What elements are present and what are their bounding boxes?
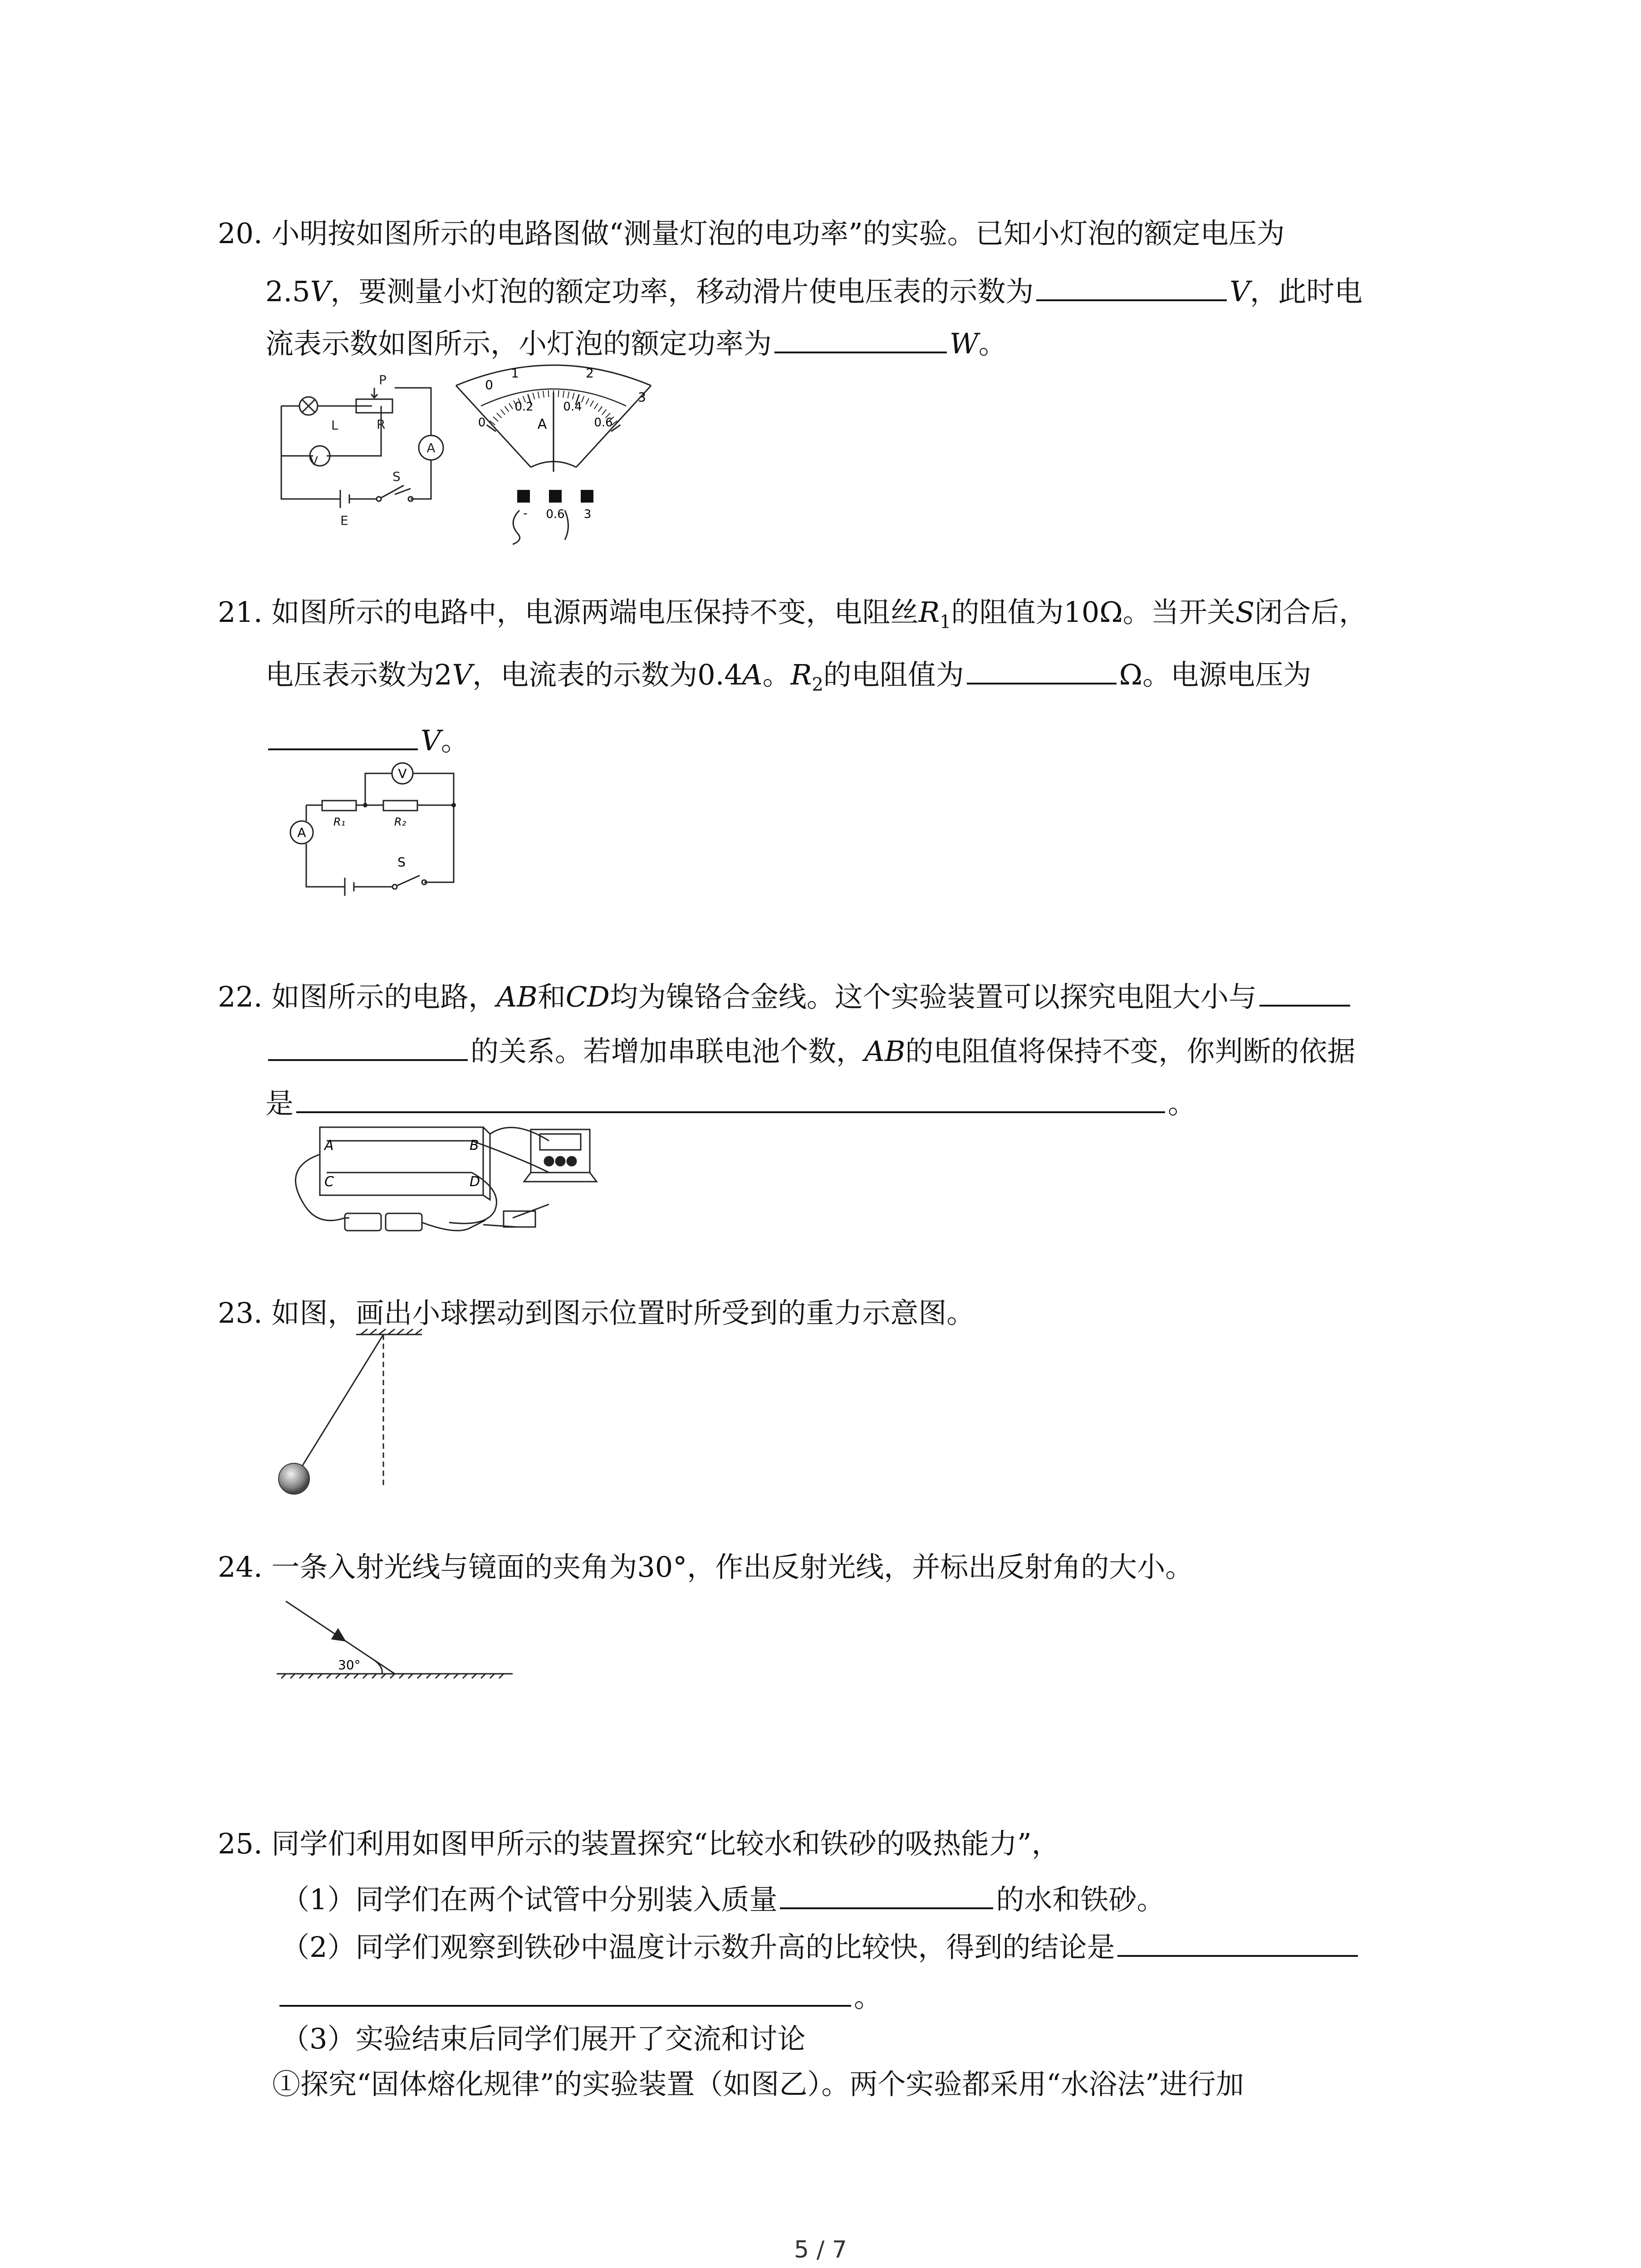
q22-label-A: A [324,1138,334,1154]
q22-line-2: 的关系。若增加串联电池个数，AB的电阻值将保持不变，你判断的依据 [265,1027,1355,1070]
page-number: 5 / 7 [794,2236,847,2263]
q21-ammeter-label: A [297,825,306,840]
q20-switch-label: S [392,469,401,484]
q25-part-4: ①探究“固体熔化规律”的实验装置（如图乙）。两个实验都采用“水浴法”进行加 [272,2068,1244,2101]
dial-tick [594,403,598,409]
q20-top-scale-2: 2 [586,366,594,381]
dial-tick [543,391,544,397]
q20-source-label: E [340,513,348,528]
q21-line-2: 电压表示数为2V，电流表的示数为0.4A。$R_2$的电阻值为 Ω。电源电压为 [265,651,1311,703]
q21-r2-blank[interactable] [967,651,1117,684]
q24-line-1: 24. 一条入射光线与镜面的夹角为30°，作出反射光线，并标出反射角的大小。 [218,1550,1194,1584]
q21-line-3: V。 [265,717,469,759]
q24-mirror-figure [277,1592,513,1696]
q21-circuit-diagram [277,751,467,905]
dial-tick [500,410,505,415]
dial-tick [548,390,549,397]
q20-meter-unit: A [537,416,547,432]
q22-label-C: C [324,1174,334,1190]
q23-pendulum-figure [272,1329,422,1501]
dial-tick [558,390,559,397]
q20-number: 20. [218,217,263,250]
q22-line-1: 22. 如图所示的电路，AB和CD均为镍铬合金线。这个实验装置可以探究电阻大小与 [218,973,1353,1015]
dial-tick [538,391,539,398]
dial-tick [590,401,593,406]
q21-number: 21. [218,596,263,629]
q22-number: 22. [218,980,263,1013]
q20-top-scale-0: 0 [485,377,493,392]
q20-bottom-scale-0: 0 [478,416,486,430]
q22-reason-blank[interactable] [296,1080,1165,1113]
dial-tick [533,393,534,400]
q21-switch-label: S [397,855,406,870]
q22-factor-blank[interactable] [268,1027,468,1061]
q23-number: 23. [218,1296,263,1330]
q20-circuit-diagram [272,370,463,533]
dial-tick [509,403,513,409]
q25-line-1: 25. 同学们利用如图甲所示的装置探究“比较水和铁砂的吸热能力”， [218,1827,1060,1860]
dial-tick [493,417,498,421]
q25-mass-blank[interactable] [780,1876,993,1909]
q21-r2-label: R₂ [394,816,407,828]
q21-voltmeter-label: V [398,766,407,781]
q20-voltage-blank[interactable] [1036,268,1227,301]
q20-rheostat-label: R [377,417,386,432]
dial-tick [563,391,564,397]
q25-part-1: （1）同学们在两个试管中分别装入质量 的水和铁砂。 [281,1876,1165,1918]
q20-lamp-label: L [331,418,338,433]
q20-bottom-scale-3: 0.6 [594,416,613,430]
q20-power-blank[interactable] [774,320,947,353]
q21-voltage-blank[interactable] [268,717,418,750]
q22-line-3: 是 。 [265,1080,1196,1122]
q20-slider-label: P [379,372,387,387]
q23-line-1: 23. 如图，画出小球摆动到图示位置时所受到的重力示意图。 [218,1296,975,1330]
q23-ball [279,1463,309,1494]
q25-part-2: （2）同学们观察到铁砂中温度计示数升高的比较快，得到的结论是 [281,1923,1361,1965]
q22-label-B: B [470,1138,479,1154]
q22-apparatus-figure [277,1114,685,1250]
q20-terminal-3: 3 [583,508,592,521]
q20-terminal-0.6: 0.6 [546,508,565,521]
q20-line-1: 20. 小明按如图所示的电路图做“测量灯泡的电功率”的实验。已知小灯泡的额定电压为 [218,217,1285,250]
q20-top-scale-3: 3 [638,390,646,405]
q20-top-scale-1: 1 [511,366,519,381]
q25-part-3: （3）实验结束后同学们展开了交流和讨论 [281,2022,806,2055]
q25-conclusion-blank-start[interactable] [1117,1923,1358,1957]
q20-ammeter-label: A [426,440,436,455]
dial-tick [598,406,603,412]
q24-angle-label: 30° [338,1657,361,1672]
dial-tick [573,393,574,400]
q20-line-2: 2.5V，要测量小灯泡的额定功率，移动滑片使电压表的示数为 V，此时电 [265,268,1362,310]
q22-factor-blank-start[interactable] [1259,973,1350,1007]
q20-line-3: 流表示数如图所示，小灯泡的额定功率为 W。 [265,320,1007,362]
q21-line-1: 21. 如图所示的电路中，电源两端电压保持不变，电阻丝$R_1$的阻值为10Ω。当开关S闭合后， [218,596,1367,633]
q20-voltmeter-label: V [310,455,318,468]
q20-bottom-scale-2: 0.4 [563,400,582,414]
q20-bottom-scale-1: 0.2 [514,400,534,414]
dial-tick [505,406,509,412]
q25-number: 25. [218,1827,263,1860]
q22-label-D: D [470,1174,480,1190]
dial-tick [602,410,607,415]
dial-tick [497,413,501,418]
q24-number: 24. [218,1550,263,1584]
q21-r1-label: R₁ [333,816,346,828]
q25-part-2-cont: 。 [277,1973,882,2015]
q20-ammeter-dial [449,354,658,544]
q25-conclusion-blank[interactable] [279,1973,851,2007]
q20-terminal-minus: - [523,507,528,520]
dial-tick [586,398,588,405]
dial-tick [568,391,569,398]
